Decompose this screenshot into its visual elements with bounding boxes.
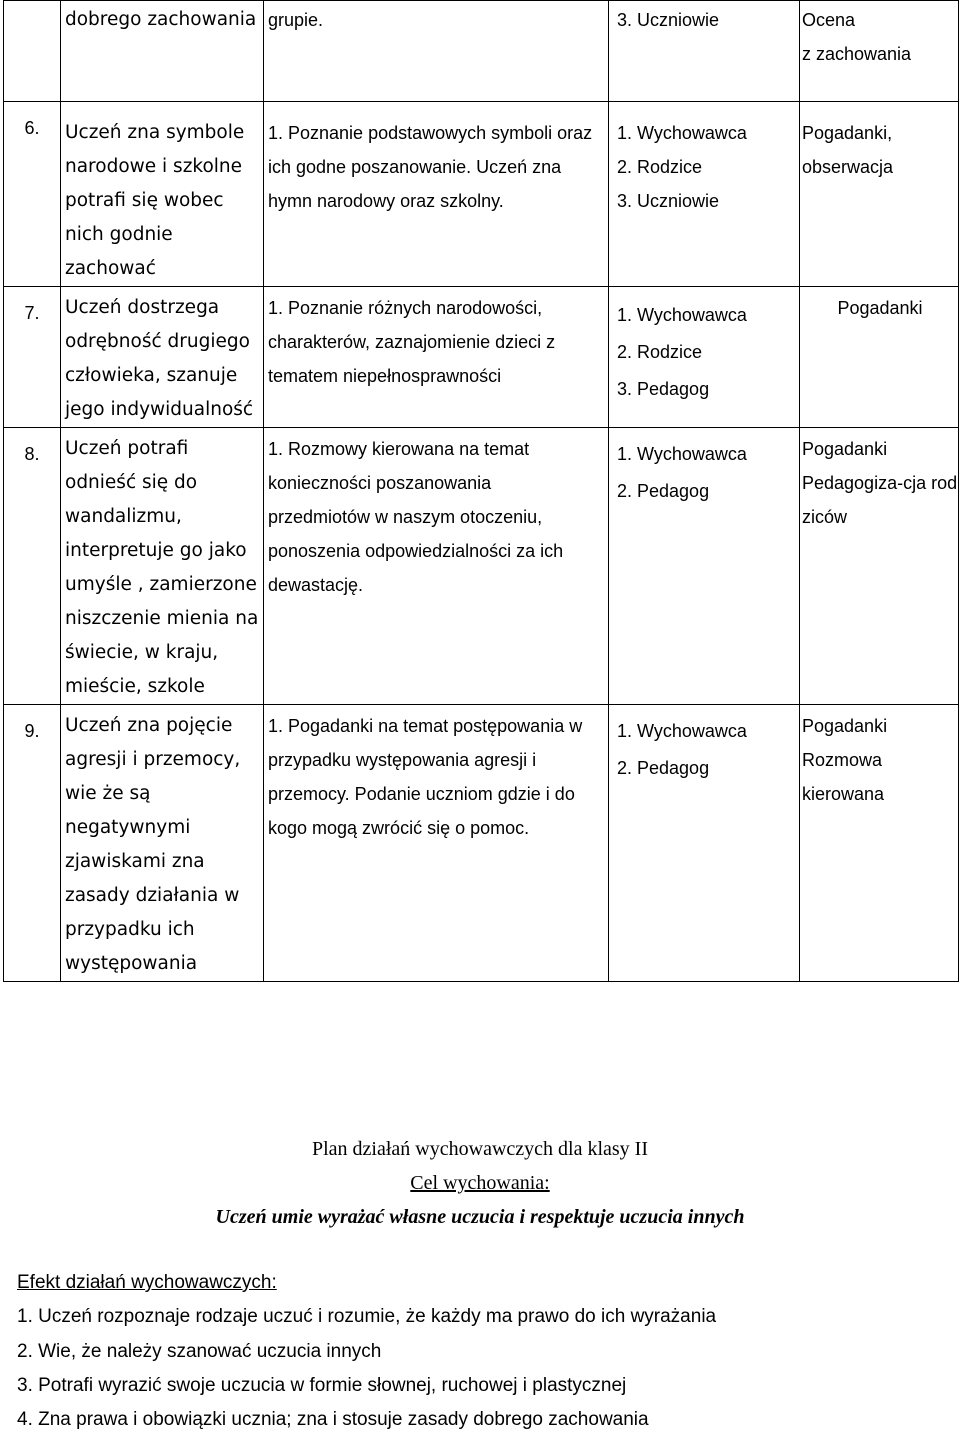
method-line: Pogadanki, bbox=[802, 123, 893, 143]
cell-responsible bbox=[609, 428, 800, 705]
cell-task bbox=[264, 1, 609, 102]
goal-line: niszczenie mienia na bbox=[65, 608, 259, 629]
task-line: przedmiotów w naszym otoczeniu, bbox=[268, 507, 543, 527]
cell-task bbox=[264, 428, 609, 705]
method-line: ziców bbox=[802, 507, 848, 527]
task-line: hymn narodowy oraz szkolny. bbox=[268, 191, 504, 211]
responsible-line: 2. Pedagog bbox=[617, 758, 710, 778]
cell-goal bbox=[61, 287, 264, 428]
cell-responsible bbox=[609, 705, 800, 982]
responsible-line: 2. Rodzice bbox=[617, 157, 703, 177]
goal-line: nich godnie bbox=[65, 224, 173, 245]
responsible-line: 3. Pedagog bbox=[617, 379, 710, 399]
goal-label: Cel wychowania: bbox=[410, 1172, 550, 1194]
task-line: 1. Pogadanki na temat postępowania w bbox=[268, 716, 583, 736]
goal-line: interpretuje go jako bbox=[65, 540, 247, 561]
goal-line: odnieść się do bbox=[65, 472, 198, 493]
goal-line: agresji i przemocy, bbox=[65, 749, 241, 770]
goal-line: Uczeń potrafi bbox=[65, 438, 189, 459]
cell-goal bbox=[61, 428, 264, 705]
goal-line: jego indywidualność bbox=[65, 399, 254, 420]
goal-line: zjawiskami zna bbox=[65, 851, 205, 872]
method-line: z zachowania bbox=[802, 44, 912, 64]
cell-method bbox=[800, 428, 959, 705]
table-row-continuation bbox=[4, 1, 959, 102]
task-line: ich godne poszanowanie. Uczeń zna bbox=[268, 157, 562, 177]
goal-line: dobrego zachowania bbox=[65, 9, 257, 30]
cell-task bbox=[264, 287, 609, 428]
goal-line: potrafi się wobec bbox=[65, 190, 224, 211]
row-number: 9. bbox=[4, 705, 61, 982]
effect-item: 1. Uczeń rozpoznaje rodzaje uczuć i rozumie, że każdy ma prawo do ich wyrażania bbox=[17, 1306, 717, 1327]
goal-line: świecie, w kraju, bbox=[65, 642, 219, 663]
goal-line: wie że są bbox=[65, 783, 151, 804]
row-number: 8. bbox=[4, 428, 61, 705]
method-line: Pedagogiza-cja rod bbox=[802, 473, 958, 493]
goal-text: Uczeń umie wyrażać własne uczucia i respektuje uczucia innych bbox=[215, 1206, 745, 1228]
method-line: Pogadanki bbox=[802, 716, 888, 736]
task-line: charakterów, zaznajomienie dzieci z bbox=[268, 332, 556, 352]
goal-line: mieście, szkole bbox=[65, 676, 205, 697]
cell-goal bbox=[61, 102, 264, 287]
goal-line: umyśle , zamierzone bbox=[65, 574, 257, 595]
task-line: przypadku występowania agresji i bbox=[268, 750, 537, 770]
cell-method bbox=[800, 705, 959, 982]
cell-task bbox=[264, 102, 609, 287]
method-line: Pogadanki bbox=[837, 298, 923, 318]
cell-method bbox=[800, 287, 959, 428]
plan-title: Plan działań wychowawczych dla klasy II bbox=[312, 1138, 648, 1160]
responsible-line: 1. Wychowawca bbox=[617, 721, 747, 741]
effect-item: 2. Wie, że należy szanować uczucia innych bbox=[17, 1341, 382, 1362]
responsible-line: 1. Wychowawca bbox=[617, 123, 747, 143]
responsible-line: 1. Wychowawca bbox=[617, 444, 747, 464]
task-line: kogo mogą zwrócić się o pomoc. bbox=[268, 818, 530, 838]
cell-goal bbox=[61, 705, 264, 982]
cell-responsible bbox=[609, 102, 800, 287]
goal-line: Uczeń dostrzega bbox=[65, 297, 220, 318]
goal-line: zasady działania w bbox=[65, 885, 240, 906]
goal-line: negatywnymi bbox=[65, 817, 191, 838]
effect-item: 3. Potrafi wyrazić swoje uczucia w formie słownej, ruchowej i plastycznej bbox=[17, 1375, 627, 1396]
goal-line: występowania bbox=[65, 953, 198, 974]
cell-responsible bbox=[609, 287, 800, 428]
task-line: konieczności poszanowania bbox=[268, 473, 492, 493]
cell-method bbox=[800, 102, 959, 287]
task-line: grupie. bbox=[268, 10, 324, 30]
responsible-line: 1. Wychowawca bbox=[617, 305, 747, 325]
goal-line: narodowe i szkolne bbox=[65, 156, 243, 177]
table-row bbox=[4, 102, 959, 287]
effects-label: Efekt działań wychowawczych: bbox=[17, 1272, 277, 1293]
table-row bbox=[4, 287, 959, 428]
goal-line: odrębność drugiego bbox=[65, 331, 250, 352]
cell-method bbox=[800, 1, 959, 102]
row-number: 6. bbox=[4, 102, 61, 287]
cell-number bbox=[4, 1, 61, 102]
cell-task bbox=[264, 705, 609, 982]
task-line: 1. Poznanie podstawowych symboli oraz bbox=[268, 123, 593, 143]
method-line: Rozmowa bbox=[802, 750, 883, 770]
goal-line: przypadku ich bbox=[65, 919, 195, 940]
responsible-line: 3. Uczniowie bbox=[617, 10, 720, 30]
method-line: obserwacja bbox=[802, 157, 894, 177]
task-line: przemocy. Podanie uczniom gdzie i do bbox=[268, 784, 575, 804]
goal-line: wandalizmu, bbox=[65, 506, 182, 527]
cell-goal bbox=[61, 1, 264, 102]
method-line: Ocena bbox=[802, 10, 856, 30]
goal-line: zachować bbox=[65, 258, 156, 279]
method-line: kierowana bbox=[802, 784, 885, 804]
plan-table bbox=[3, 0, 959, 982]
goal-line: Uczeń zna pojęcie bbox=[65, 715, 233, 736]
task-line: 1. Poznanie różnych narodowości, bbox=[268, 298, 543, 318]
goal-line: człowieka, szanuje bbox=[65, 365, 238, 386]
responsible-line: 2. Rodzice bbox=[617, 342, 703, 362]
goal-line: Uczeń zna symbole bbox=[65, 122, 245, 143]
responsible-line: 3. Uczniowie bbox=[617, 191, 720, 211]
task-line: tematem niepełnosprawności bbox=[268, 366, 502, 386]
table-row bbox=[4, 705, 959, 982]
responsible-line: 2. Pedagog bbox=[617, 481, 710, 501]
cell-responsible bbox=[609, 1, 800, 102]
goal-label-wrap bbox=[0, 1172, 960, 1195]
row-number: 7. bbox=[4, 287, 61, 428]
task-line: ponoszenia odpowiedzialności za ich bbox=[268, 541, 564, 561]
table-row bbox=[4, 428, 959, 705]
task-line: dewastację. bbox=[268, 575, 364, 595]
effect-item: 4. Zna prawa i obowiązki ucznia; zna i stosuje zasady dobrego zachowania bbox=[17, 1409, 649, 1430]
method-line: Pogadanki bbox=[802, 439, 888, 459]
task-line: 1. Rozmowy kierowana na temat bbox=[268, 439, 530, 459]
